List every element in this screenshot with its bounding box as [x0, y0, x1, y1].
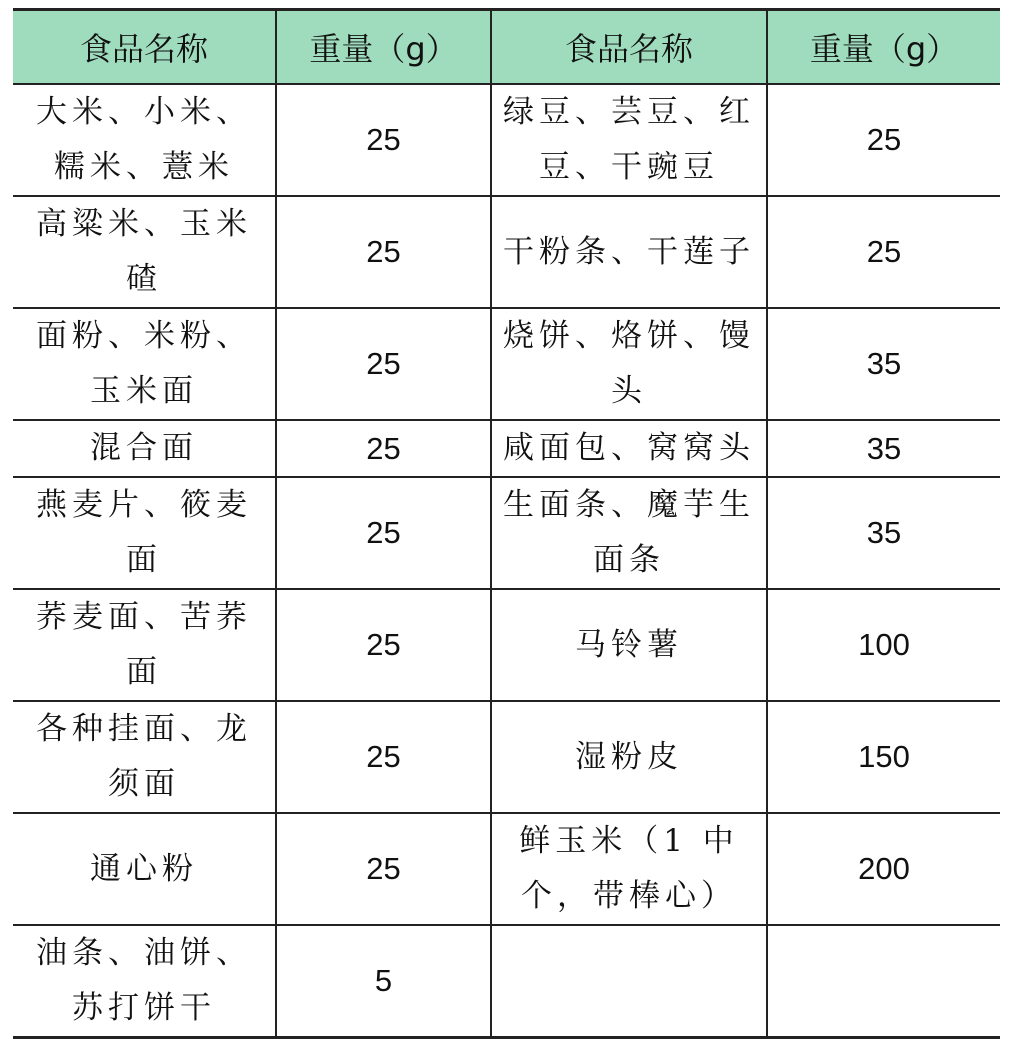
food-name-cell: 各种挂面、龙须面	[13, 701, 276, 813]
food-name-cell: 鲜玉米（1 中个，带棒心）	[491, 813, 767, 925]
header-weight-right: 重量（g）	[767, 10, 1000, 85]
table-row	[13, 84, 1000, 196]
food-name-cell: 燕麦片、筱麦面	[13, 477, 276, 589]
table-row	[13, 701, 1000, 813]
weight-cell: 25	[276, 308, 491, 420]
food-name-cell: 湿粉皮	[491, 701, 767, 813]
food-name-cell: 大米、小米、糯米、薏米	[13, 84, 276, 196]
table-row	[13, 589, 1000, 701]
food-name-cell: 混合面	[13, 420, 276, 477]
food-exchange-table	[13, 8, 1000, 1039]
food-name-cell: 通心粉	[13, 813, 276, 925]
weight-cell: 25	[276, 84, 491, 196]
weight-cell: 25	[767, 196, 1000, 308]
weight-cell: 150	[767, 701, 1000, 813]
food-name-cell: 面粉、米粉、玉米面	[13, 308, 276, 420]
food-name-cell: 荞麦面、苦荞面	[13, 589, 276, 701]
food-name-cell: 高粱米、玉米碴	[13, 196, 276, 308]
table-row	[13, 477, 1000, 589]
header-food-name-right: 食品名称	[491, 10, 767, 85]
weight-cell: 5	[276, 925, 491, 1038]
food-name-cell: 绿豆、芸豆、红豆、干豌豆	[491, 84, 767, 196]
weight-cell: 25	[276, 196, 491, 308]
food-name-cell: 马铃薯	[491, 589, 767, 701]
table-row	[13, 308, 1000, 420]
food-name-cell	[491, 925, 767, 1038]
table-row	[13, 420, 1000, 477]
weight-cell: 25	[276, 420, 491, 477]
food-name-cell: 油条、油饼、苏打饼干	[13, 925, 276, 1038]
weight-cell: 35	[767, 420, 1000, 477]
table-header-row	[13, 10, 1000, 85]
weight-cell: 25	[276, 813, 491, 925]
food-name-cell: 干粉条、干莲子	[491, 196, 767, 308]
weight-cell: 25	[276, 701, 491, 813]
weight-cell: 25	[767, 84, 1000, 196]
table-row	[13, 813, 1000, 925]
weight-cell: 200	[767, 813, 1000, 925]
food-name-cell: 烧饼、烙饼、馒头	[491, 308, 767, 420]
weight-cell: 100	[767, 589, 1000, 701]
table-row	[13, 196, 1000, 308]
header-weight-left: 重量（g）	[276, 10, 491, 85]
weight-cell: 25	[276, 477, 491, 589]
header-food-name-left: 食品名称	[13, 10, 276, 85]
weight-cell: 35	[767, 477, 1000, 589]
food-name-cell: 咸面包、窝窝头	[491, 420, 767, 477]
table-row	[13, 925, 1000, 1038]
weight-cell	[767, 925, 1000, 1038]
weight-cell: 25	[276, 589, 491, 701]
food-name-cell: 生面条、魔芋生面条	[491, 477, 767, 589]
weight-cell: 35	[767, 308, 1000, 420]
